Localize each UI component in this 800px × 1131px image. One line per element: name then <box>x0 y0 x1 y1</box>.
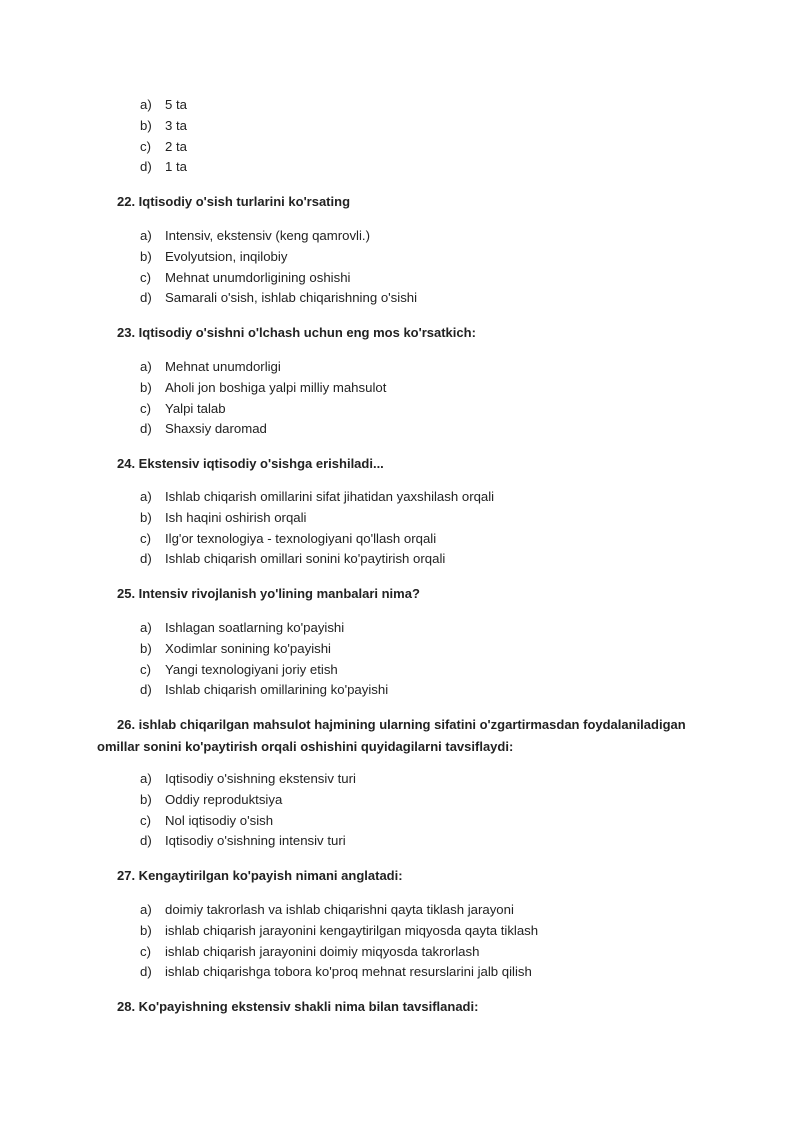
q26-option-c: c) Nol iqtisodiy o'sish <box>140 812 274 828</box>
q24-option-a: a) Ishlab chiqarish omillarini sifat jihatidan yaxshilash orqali <box>140 489 495 504</box>
q25-option-d: d) Ishlab chiqarish omillarining ko'payishi <box>140 682 389 698</box>
q26-option-a: a) Iqtisodiy o'sishning ekstensiv turi <box>140 771 356 786</box>
q25-question: 25. Intensiv rivojlanish yo'lining manbalari nima? <box>117 586 420 601</box>
q23-question: 23. Iqtisodiy o'sishni o'lchash uchun eng mos ko'rsatkich: <box>117 325 476 340</box>
q23-options <box>0 357 800 440</box>
q22-options <box>0 226 800 309</box>
q21-option-b: b) 3 ta <box>140 117 187 133</box>
q23-option-a: a) Mehnat unumdorligi <box>140 359 281 374</box>
q21-option-d: d) 1 ta <box>140 159 187 175</box>
q26-question-line2: omillar sonini ko'paytirish orqali oshishini quyidagilarni tavsiflaydi: <box>97 739 514 754</box>
q28-question: 28. Ko'payishning ekstensiv shakli nima bilan tavsiflanadi: <box>117 999 479 1014</box>
q22-option-d: d) Samarali o'sish, ishlab chiqarishning o'sishi <box>140 290 418 306</box>
q22-option-b: b) Evolyutsion, inqilobiy <box>140 248 288 264</box>
q24-options <box>0 487 800 570</box>
q25-option-a: a) Ishlagan soatlarning ko'payishi <box>140 620 345 635</box>
q27-option-a: a) doimiy takrorlash va ishlab chiqarishni qayta tiklash jarayoni <box>140 902 514 917</box>
q25-options <box>0 618 800 701</box>
q21-options <box>0 95 800 178</box>
q26-option-b: b) Oddiy reproduktsiya <box>140 791 283 807</box>
q27-option-b: b) ishlab chiqarish jarayonini kengaytirilgan miqyosda qayta tiklash <box>140 922 539 938</box>
q24-question: 24. Ekstensiv iqtisodiy o'sishga erishiladi... <box>117 456 384 471</box>
q26-options <box>0 769 800 852</box>
q27-option-c: c) ishlab chiqarish jarayonini doimiy miqyosda takrorlash <box>140 943 480 959</box>
q27-options <box>0 900 800 983</box>
q22-option-c: c) Mehnat unumdorligining oshishi <box>140 269 351 285</box>
q24-option-b: b) Ish haqini oshirish orqali <box>140 509 307 525</box>
q21-option-a: a) 5 ta <box>140 97 187 112</box>
q27-question: 27. Kengaytirilgan ko'payish nimani anglatadi: <box>117 868 403 883</box>
q26-question <box>0 714 800 758</box>
q25-option-b: b) Xodimlar sonining ko'payishi <box>140 640 331 656</box>
q27-option-d: d) ishlab chiqarishga tobora ko'proq mehnat resurslarini jalb qilish <box>140 964 532 980</box>
q23-option-b: b) Aholi jon boshiga yalpi milliy mahsulot <box>140 379 387 395</box>
q22-option-a: a) Intensiv, ekstensiv (keng qamrovli.) <box>140 228 370 243</box>
q26-question-line1: 26. ishlab chiqarilgan mahsulot hajmining ularning sifatini o'zgartirmasdan foydalaniladigan <box>117 717 686 732</box>
q24-option-c: c) Ilg'or texnologiya - texnologiyani qo'llash orqali <box>140 530 437 546</box>
q21-option-c: c) 2 ta <box>140 138 187 154</box>
q23-option-d: d) Shaxsiy daromad <box>140 421 267 437</box>
q25-option-c: c) Yangi texnologiyani joriy etish <box>140 661 338 677</box>
q26-option-d: d) Iqtisodiy o'sishning intensiv turi <box>140 833 346 849</box>
q23-option-c: c) Yalpi talab <box>140 400 226 416</box>
q24-option-d: d) Ishlab chiqarish omillari sonini ko'paytirish orqali <box>140 551 446 567</box>
q22-question: 22. Iqtisodiy o'sish turlarini ko'rsating <box>117 194 351 209</box>
